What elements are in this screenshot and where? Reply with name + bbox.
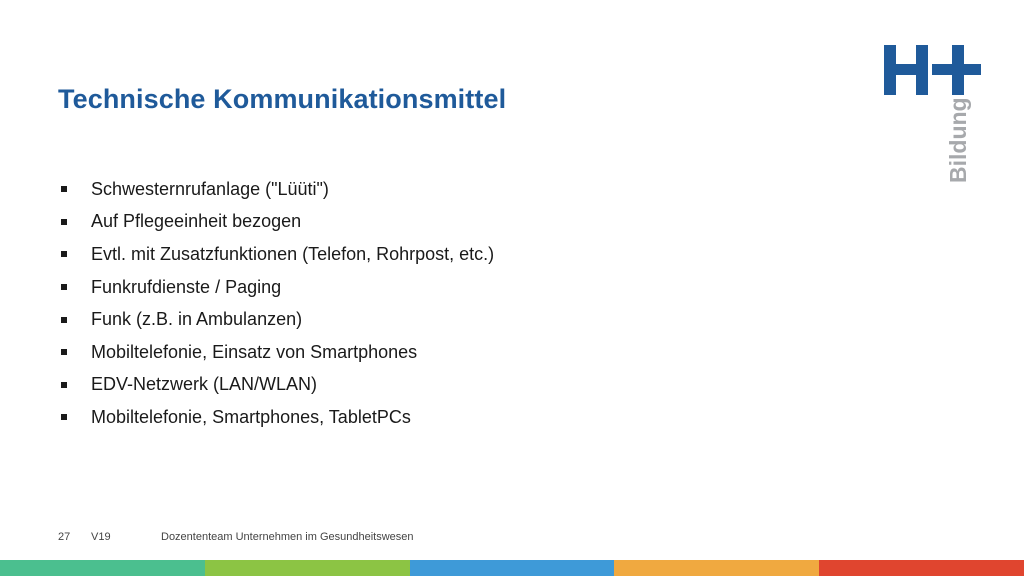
bullet-item [60, 303, 494, 336]
stripe-segment [410, 560, 615, 576]
square-bullet-icon [61, 414, 67, 420]
square-bullet-icon [61, 251, 67, 257]
square-bullet-icon [61, 382, 67, 388]
square-bullet-icon [61, 349, 67, 355]
h-plus-bildung-logo [880, 40, 990, 190]
bullet-item [60, 369, 494, 402]
bullet-text: Mobiltelefonie, Einsatz von Smartphones [91, 341, 418, 362]
bullet-item [60, 401, 494, 434]
bullet-text: Funk (z.B. in Ambulanzen) [91, 309, 303, 330]
square-bullet-icon [61, 317, 67, 323]
version-label: V19 [91, 531, 111, 543]
square-bullet-icon [61, 284, 67, 290]
bullet-item [60, 271, 494, 304]
stripe-segment [0, 560, 205, 576]
bullet-item [60, 206, 494, 239]
bullet-item [60, 336, 494, 369]
logo-word: Bildung [945, 97, 971, 183]
bullet-item [60, 173, 494, 206]
stripe-segment [614, 560, 819, 576]
square-bullet-icon [61, 219, 67, 225]
slide-title: Technische Kommunikationsmittel [58, 84, 507, 114]
bullet-text: Funkrufdienste / Paging [91, 276, 282, 297]
stripe-segment [819, 560, 1024, 576]
bullet-list [60, 173, 494, 434]
bullet-text: EDV-Netzwerk (LAN/WLAN) [91, 374, 318, 395]
bullet-text: Schwesternrufanlage ("Lüüti") [91, 178, 329, 199]
bullet-item [60, 238, 494, 271]
square-bullet-icon [61, 186, 67, 192]
stripe-segment [205, 560, 410, 576]
footer-organization: Dozententeam Unternehmen im Gesundheitswesen [161, 531, 414, 543]
color-stripe [0, 560, 1024, 576]
bullet-text: Mobiltelefonie, Smartphones, TabletPCs [91, 406, 411, 427]
bullet-text: Evtl. mit Zusatzfunktionen (Telefon, Rohrpost, etc.) [91, 243, 495, 264]
bullet-text: Auf Pflegeeinheit bezogen [91, 211, 302, 232]
page-number: 27 [58, 531, 71, 543]
